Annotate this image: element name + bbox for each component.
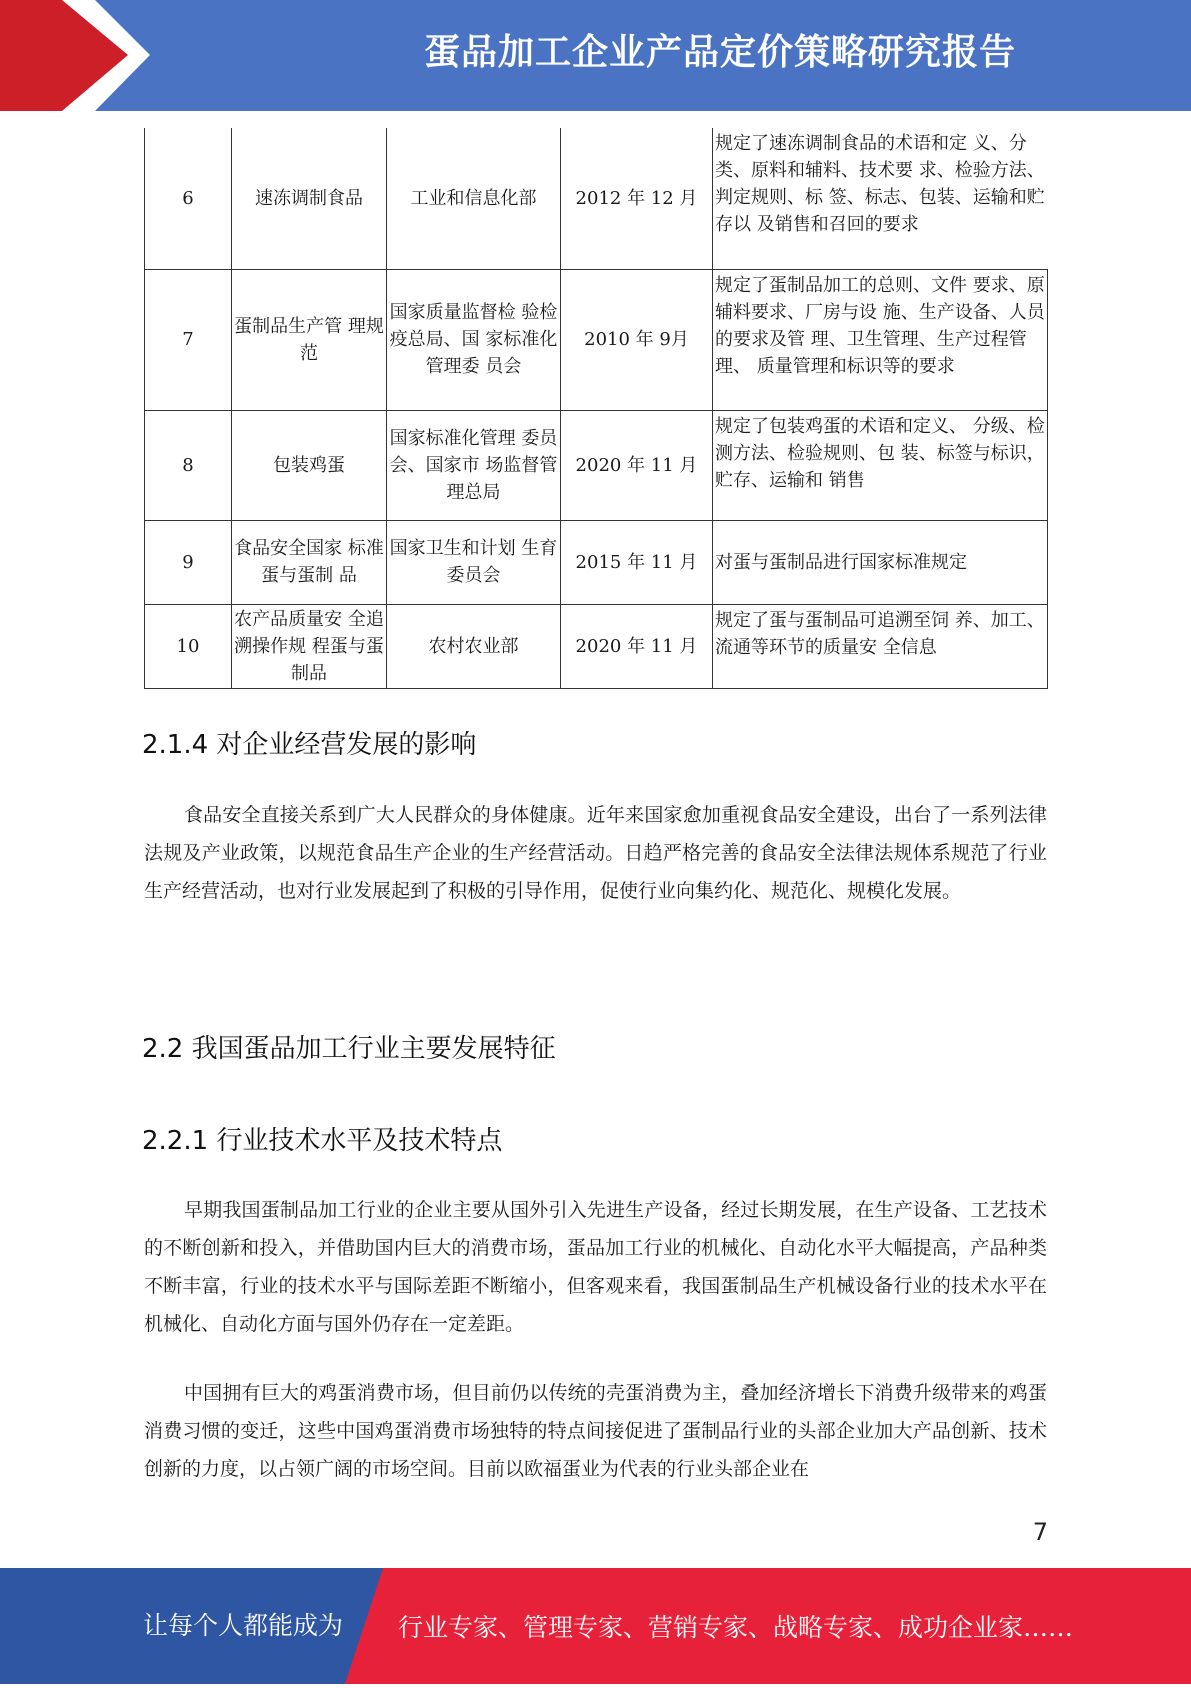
issue-date: 2020 年 11 月 bbox=[561, 604, 713, 688]
row-number: 9 bbox=[145, 520, 232, 604]
table-row bbox=[145, 128, 1048, 269]
page-header bbox=[0, 0, 1191, 111]
issuing-department: 工业和信息化部 bbox=[387, 128, 561, 269]
page-number: 7 bbox=[1032, 1518, 1048, 1546]
row-number: 6 bbox=[145, 128, 232, 269]
standard-name: 速冻调制食品 bbox=[232, 128, 387, 269]
page-footer bbox=[0, 1568, 1191, 1684]
issue-date: 2015 年 11 月 bbox=[561, 520, 713, 604]
standards-table bbox=[144, 128, 1048, 689]
table-row bbox=[145, 520, 1048, 604]
standard-description: 对蛋与蛋制品进行国家标准规定 bbox=[713, 520, 1048, 604]
issuing-department: 国家标准化管理 委员会、国家市 场监督管理总局 bbox=[387, 410, 561, 520]
issuing-department: 国家卫生和计划 生育委员会 bbox=[387, 520, 561, 604]
section-paragraph: 食品安全直接关系到广大人民群众的身体健康。近年来国家愈加重视食品安全建设，出台了一系列法律法规及产业政策，以规范食品生产企业的生产经营活动。日趋严格完善的食品安全法律法规体系规范了行业生产经营活动，也对行业发展起到了积极的引导作用，促使行业向集约化、规范化、规模化发展。 bbox=[144, 804, 1047, 902]
row-number: 7 bbox=[145, 269, 232, 410]
issue-date: 2020 年 11 月 bbox=[561, 410, 713, 520]
standard-name: 农产品质量安 全追溯操作规 程蛋与蛋制品 bbox=[232, 604, 387, 688]
section-paragraph: 早期我国蛋制品加工行业的企业主要从国外引入先进生产设备，经过长期发展，在生产设备、工艺技术的不断创新和投入，并借助国内巨大的消费市场，蛋品加工行业的机械化、自动化水平大幅提高，产品种类不断丰富，行业的技术水平与国际差距不断缩小，但客观来看，我国蛋制品生产机械设备行业的技术水平在机械化、自动化方面与国外仍存在一定差距。 bbox=[144, 1199, 1047, 1335]
standard-description: 规定了速冻调制食品的术语和定 义、分类、原料和辅料、技术要 求、检验方法、判定规则、标 签、标志、包装、运输和贮存以 及销售和召回的要求 bbox=[713, 128, 1048, 269]
issue-date: 2010 年 9月 bbox=[561, 269, 713, 410]
standard-description: 规定了蛋与蛋制品可追溯至饲 养、加工、流通等环节的质量安 全信息 bbox=[713, 604, 1048, 688]
footer-slogan-right: 行业专家、管理专家、营销专家、战略专家、成功企业家…… bbox=[398, 1613, 1074, 1642]
section-heading-2-2-1: 2.2.1 行业技术水平及技术特点 bbox=[142, 1126, 503, 1156]
standard-description: 规定了包装鸡蛋的术语和定义、 分级、检测方法、检验规则、包 装、标签与标识，贮存、运输和 销售 bbox=[713, 410, 1048, 520]
header-title: 蛋品加工企业产品定价策略研究报告 bbox=[423, 32, 1016, 73]
row-number: 8 bbox=[145, 410, 232, 520]
section-heading-2-1-4: 2.1.4 对企业经营发展的影响 bbox=[142, 730, 477, 760]
section-heading-2-2: 2.2 我国蛋品加工行业主要发展特征 bbox=[142, 1034, 556, 1064]
row-number: 10 bbox=[145, 604, 232, 688]
standard-name: 包装鸡蛋 bbox=[232, 410, 387, 520]
standard-description: 规定了蛋制品加工的总则、文件 要求、原辅料要求、厂房与设 施、生产设备、人员的要求及管 理、卫生管理、生产过程管理、 质量管理和标识等的要求 bbox=[713, 269, 1048, 410]
footer-slogan-left: 让每个人都能成为 bbox=[143, 1611, 344, 1640]
standard-name: 蛋制品生产管 理规范 bbox=[232, 269, 387, 410]
standard-name: 食品安全国家 标准蛋与蛋制 品 bbox=[232, 520, 387, 604]
table-row bbox=[145, 269, 1048, 410]
table-row bbox=[145, 604, 1048, 688]
table-row bbox=[145, 410, 1048, 520]
section-paragraph: 中国拥有巨大的鸡蛋消费市场，但目前仍以传统的壳蛋消费为主，叠加经济增长下消费升级带来的鸡蛋消费习惯的变迁，这些中国鸡蛋消费市场独特的特点间接促进了蛋制品行业的头部企业加大产品创新、技术创新的力度，以占领广阔的市场空间。目前以欧福蛋业为代表的行业头部企业在 bbox=[144, 1382, 1047, 1480]
issuing-department: 国家质量监督检 验检疫总局、国 家标准化管理委 员会 bbox=[387, 269, 561, 410]
issuing-department: 农村农业部 bbox=[387, 604, 561, 688]
issue-date: 2012 年 12 月 bbox=[561, 128, 713, 269]
